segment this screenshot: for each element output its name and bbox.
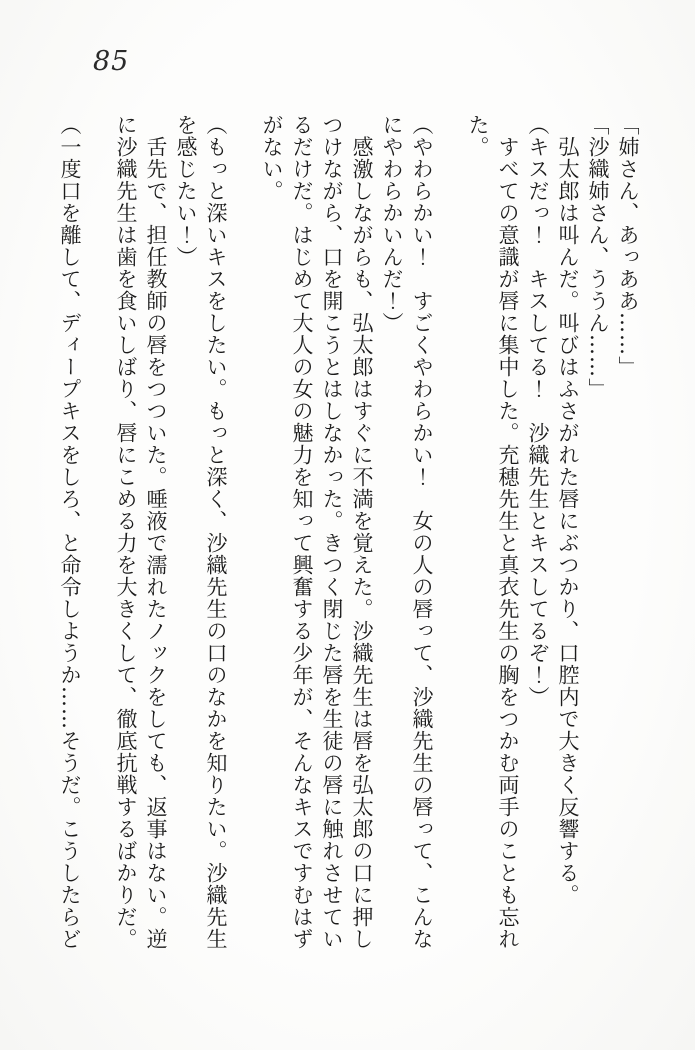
text-line: すべての意識が唇に集中した。充穂先生と真衣先生の胸をつかむ両手のことも忘れ [496,114,520,950]
text-line: に沙織先生は歯を食いしばり、唇にこめる力を大きくして、徹底抗戦するばかりだ。 [114,114,138,950]
text-line: つけながら、口を開こうとはしなかった。きつく閉じた唇を生徒の唇に触れさせてい [320,114,344,950]
text-line: （キスだっ！ キスしてる！ 沙織先生とキスしてるぞ！） [526,114,550,708]
page-text-block [55,114,643,952]
text-line: た。 [466,114,490,158]
text-line: 舌先で、担任教師の唇をつついた。唾液で濡れたノックをしても、返事はない。逆 [144,114,168,950]
text-line: 「姉さん、あっああ……」 [616,114,640,378]
text-line: 「沙織姉さん、ううん……」 [586,114,610,400]
text-line: 感激しながらも、弘太郎はすぐに不満を覚えた。沙織先生は唇を弘太郎の口に押し [350,114,374,950]
text-line: （一度口を離して、ディープキスをしろ、と命令しようか……そうだ。こうしたらど [58,114,82,950]
text-line: （やわらかい！ すごくやわらかい！ 女の人の唇って、沙織先生の唇って、こんな [410,114,434,950]
text-line: るだけだ。はじめて大人の女の魅力を知って興奮する少年が、そんなキスですむはず [290,114,314,950]
page-number: 85 [93,46,130,77]
text-line: （もっと深いキスをしたい。もっと深く、沙織先生の口のなかを知りたい。沙織先生 [204,114,228,950]
text-line: 弘太郎は叫んだ。叫びはふさがれた唇にぶつかり、口腔内で大きく反響する。 [556,114,580,906]
text-line: にやわらかいんだ！） [380,114,404,334]
text-line: を感じたい！） [174,114,198,268]
text-line: がない。 [260,114,284,202]
